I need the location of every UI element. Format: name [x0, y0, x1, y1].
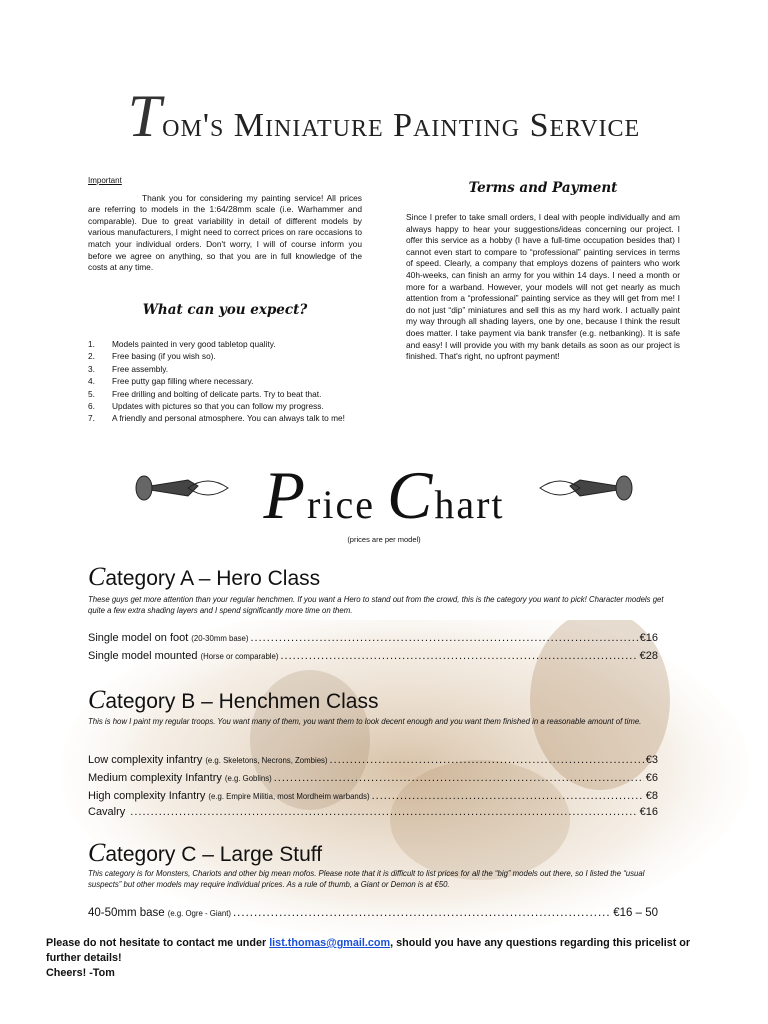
category-drop-cap: C: [88, 838, 106, 867]
list-text: Free drilling and bolting of delicate parts. Try to beat that.: [112, 388, 322, 399]
chart-title-part: hart: [434, 482, 505, 527]
category-drop-cap: C: [88, 562, 106, 591]
row-price: €8: [645, 790, 658, 802]
list-number: 5.: [88, 388, 95, 399]
row-price: €16: [639, 806, 658, 818]
row-note: (20-30mm base): [191, 634, 249, 643]
list-number: 6.: [88, 401, 95, 412]
row-label: Single model mounted: [88, 650, 198, 662]
title-text: om's Miniature Painting Service: [162, 107, 641, 144]
signoff: Cheers! -Tom: [46, 967, 115, 979]
prices-note: (prices are per model): [347, 535, 421, 544]
footer-text-before: Please do not hesitate to contact me under: [46, 937, 270, 949]
important-text: Thank you for considering my painting service! All prices are referring to models in the 1:64/28mm scale (i.e. Warhammer and comparable). Due to great variability in detail of different models by various manufacturers, I might need to correct prices on rare occasions to match your individual orders. Don't worry, I will of course inform you before we agree on anything, so that you are in full knowledge of the costs at any time.: [88, 192, 362, 273]
list-number: 7.: [88, 413, 95, 424]
list-item: [88, 412, 364, 424]
important-label: Important: [88, 176, 122, 185]
list-item: [88, 375, 364, 387]
row-note: (e.g. Goblins): [224, 774, 272, 783]
category-b-title: [88, 685, 688, 715]
category-a-description: These guys get more attention than your regular henchmen. If you want a Hero to stand out from the crowd, this is the category you want to pick! Character models get quite a few extra shading layers and I spend significantly more time on them.: [88, 595, 664, 615]
expect-list: [88, 338, 364, 425]
category-title-text: ategory A – Hero Class: [105, 567, 321, 590]
list-number: 3.: [88, 363, 95, 374]
row-label: 40-50mm base: [88, 907, 165, 919]
price-row: [88, 648, 658, 665]
leader-dots: [372, 788, 644, 805]
leader-dots: [274, 770, 644, 787]
expect-heading: What can you expect?: [142, 302, 308, 318]
category-b-description: This is how I paint my regular troops. You want many of them, you want them to look decent enough and you want them finished in a reasonable amount of time.: [88, 717, 642, 726]
row-price: €6: [645, 772, 658, 784]
leader-dots: [251, 630, 638, 647]
chart-drop-cap: C: [386, 457, 435, 533]
price-row: [88, 630, 658, 647]
page-title: [0, 83, 768, 149]
row-label: High complexity Infantry: [88, 790, 206, 802]
category-a-title: [88, 562, 688, 592]
leader-dots: [280, 648, 637, 665]
row-note: (e.g. Skeletons, Necrons, Zombies): [205, 756, 328, 765]
row-price: €16 – 50: [613, 907, 658, 919]
list-text: A friendly and personal atmosphere. You can always talk to me!: [112, 413, 345, 424]
list-text: Updates with pictures so that you can follow my progress.: [112, 401, 324, 412]
row-note: (e.g. Ogre - Giant): [167, 909, 231, 918]
row-price: €16: [639, 632, 658, 644]
price-row: [88, 752, 658, 769]
category-title-text: ategory B – Henchmen Class: [105, 690, 379, 713]
category-title-text: ategory C – Large Stuff: [105, 843, 323, 866]
list-text: Models painted in very good tabletop quality.: [112, 339, 276, 349]
email-link[interactable]: list.thomas@gmail.com: [269, 937, 391, 949]
list-number: 2.: [88, 351, 95, 362]
price-row: [88, 788, 658, 805]
leader-dots: [330, 752, 644, 769]
row-label: Single model on foot: [88, 632, 189, 644]
list-text: Free putty gap filling where necessary.: [112, 376, 254, 387]
list-text: Free basing (if you wish so).: [112, 351, 216, 362]
important-section: [88, 175, 362, 274]
row-note: (e.g. Empire Militia, most Mordheim warbands): [208, 792, 370, 801]
terms-heading: Terms and Payment: [468, 180, 618, 196]
list-item: [88, 400, 364, 412]
leader-dots: [233, 905, 611, 922]
leader-dots: [130, 804, 637, 821]
row-note: (Horse or comparable): [200, 652, 279, 661]
category-c-title: [88, 838, 688, 868]
row-label: Cavalry: [88, 806, 126, 818]
list-text: Free assembly.: [112, 363, 169, 374]
list-number: 1.: [88, 339, 95, 349]
category-drop-cap: C: [88, 685, 106, 714]
price-row: [88, 770, 658, 787]
price-chart-title: [0, 457, 768, 533]
footer-text-after: , should you have any questions regarding this pricelist or further details!: [46, 937, 691, 964]
price-title-part: rice: [307, 482, 387, 527]
price-row: [88, 804, 658, 821]
price-row: [88, 905, 658, 922]
list-item: [88, 388, 364, 400]
contact-footer: [46, 936, 726, 981]
list-number: 4.: [88, 376, 95, 387]
list-item: [88, 338, 364, 350]
title-drop-cap: T: [127, 83, 163, 149]
row-price: €3: [645, 754, 658, 766]
row-label: Medium complexity Infantry: [88, 772, 222, 784]
row-price: €28: [639, 650, 658, 662]
list-item: [88, 350, 364, 362]
row-label: Low complexity infantry: [88, 754, 203, 766]
category-c-description: This category is for Monsters, Chariots and other big mean mofos. Please note that it is difficult to list prices for all the “big” models out there, so I listed the “usual suspects” but other models may require individual prices. As a rule of thumb, a Giant or Demon is at €50.: [88, 869, 645, 889]
terms-text: Since I prefer to take small orders, I deal with people individually and am always happy to hear your suggestions/ideas concerning our project. I offer this service as a hobby (I have a full-time occupation besides that) I cannot even start to compare to “professional” painting services in terms of speed. Clearly, a company that employs dozens of painters who work 40h-weeks, can finish an army for you within 14 days. I need a month or more for a warband. However, your models will not get nearly as much attention from a “professional” painting service as they will get from me! I do not just “dip” miniatures and sell this as my hard work. I actually paint my way through all shading layers, one by one, because I think the result does matter. I take payment via bank transfer (e.g. netbanking). It is safe and easy! I will provide you with my bank details as soon as our project is finished. That's right, no upfront payment!: [406, 212, 680, 362]
price-drop-cap: P: [263, 457, 308, 533]
list-item: [88, 363, 364, 375]
